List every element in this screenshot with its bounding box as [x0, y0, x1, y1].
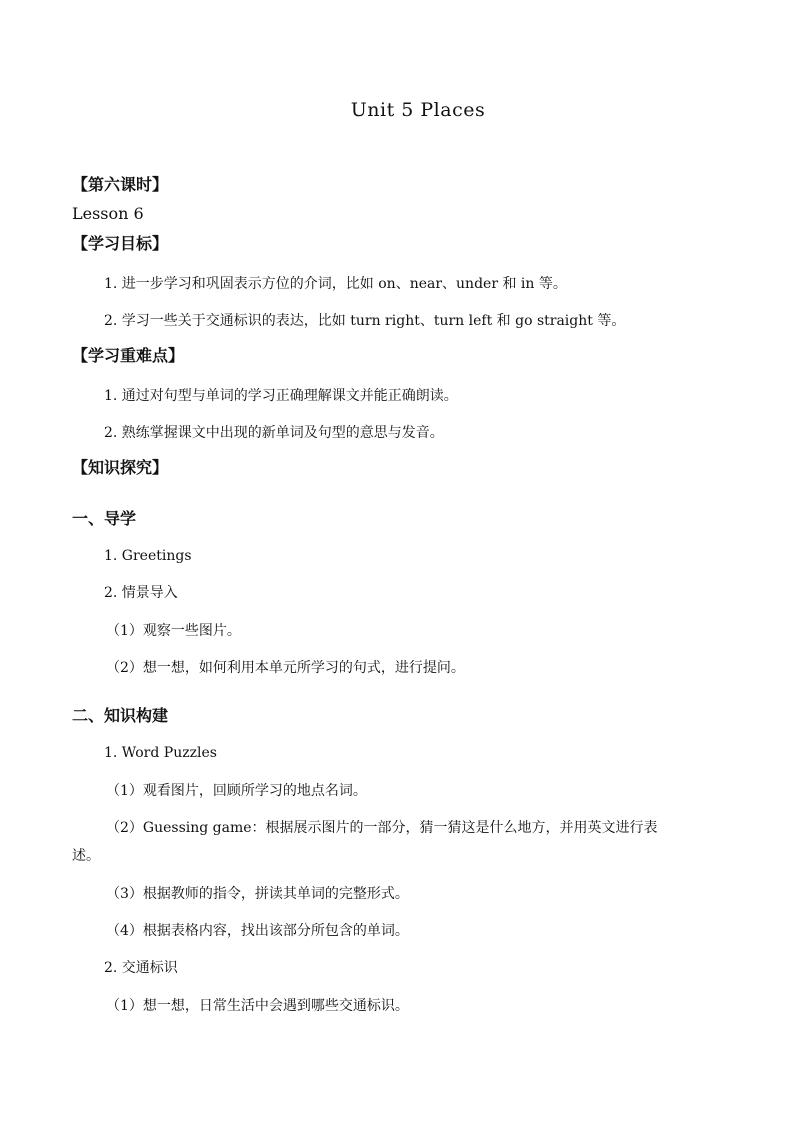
part2-item-1: 1. Word Puzzles — [104, 745, 217, 761]
explore-heading: 【知识探究】 — [72, 458, 169, 477]
key-point-item-2: 2. 熟练掌握课文中出现的新单词及句型的意思与发音。 — [104, 425, 444, 441]
lesson-period-heading: 【第六课时】 — [72, 175, 169, 194]
lesson-label: Lesson 6 — [72, 204, 144, 223]
goals-heading: 【学习目标】 — [72, 234, 169, 253]
part2-item-2: 2. 交通标识 — [104, 960, 178, 976]
part1-item-1: 1. Greetings — [104, 548, 192, 564]
key-point-item-1: 1. 通过对句型与单词的学习正确理解课文并能正确朗读。 — [104, 388, 458, 404]
part2-sub-1: （1）观看图片，回顾所学习的地点名词。 — [106, 783, 367, 799]
goal-item-2: 2. 学习一些关于交通标识的表达，比如 turn right、turn left 和 go straight 等。 — [104, 313, 626, 329]
part1-heading: 一、导学 — [72, 509, 137, 528]
part2-heading: 二、知识构建 — [72, 706, 169, 725]
part2-sub-3: （3）根据教师的指令，拼读其单词的完整形式。 — [106, 886, 409, 902]
page-title: Unit 5 Places — [350, 99, 486, 121]
part2-item-2-sub-1: （1）想一想，日常生活中会遇到哪些交通标识。 — [106, 998, 409, 1014]
part2-sub-2-line-2: 述。 — [72, 848, 100, 864]
goal-item-1: 1. 进一步学习和巩固表示方位的介词，比如 on、near、under 和 in 等。 — [104, 276, 567, 292]
part1-sub-2: （2）想一想，如何利用本单元所学习的句式，进行提问。 — [106, 660, 465, 676]
part1-item-2: 2. 情景导入 — [104, 585, 178, 601]
key-points-heading: 【学习重难点】 — [72, 346, 185, 365]
part2-sub-2-line-1: （2）Guessing game：根据展示图片的一部分，猜一猜这是什么地方，并用英文进行表 — [106, 820, 658, 836]
part1-sub-1: （1）观察一些图片。 — [106, 623, 241, 639]
part2-sub-4: （4）根据表格内容，找出该部分所包含的单词。 — [106, 923, 409, 939]
